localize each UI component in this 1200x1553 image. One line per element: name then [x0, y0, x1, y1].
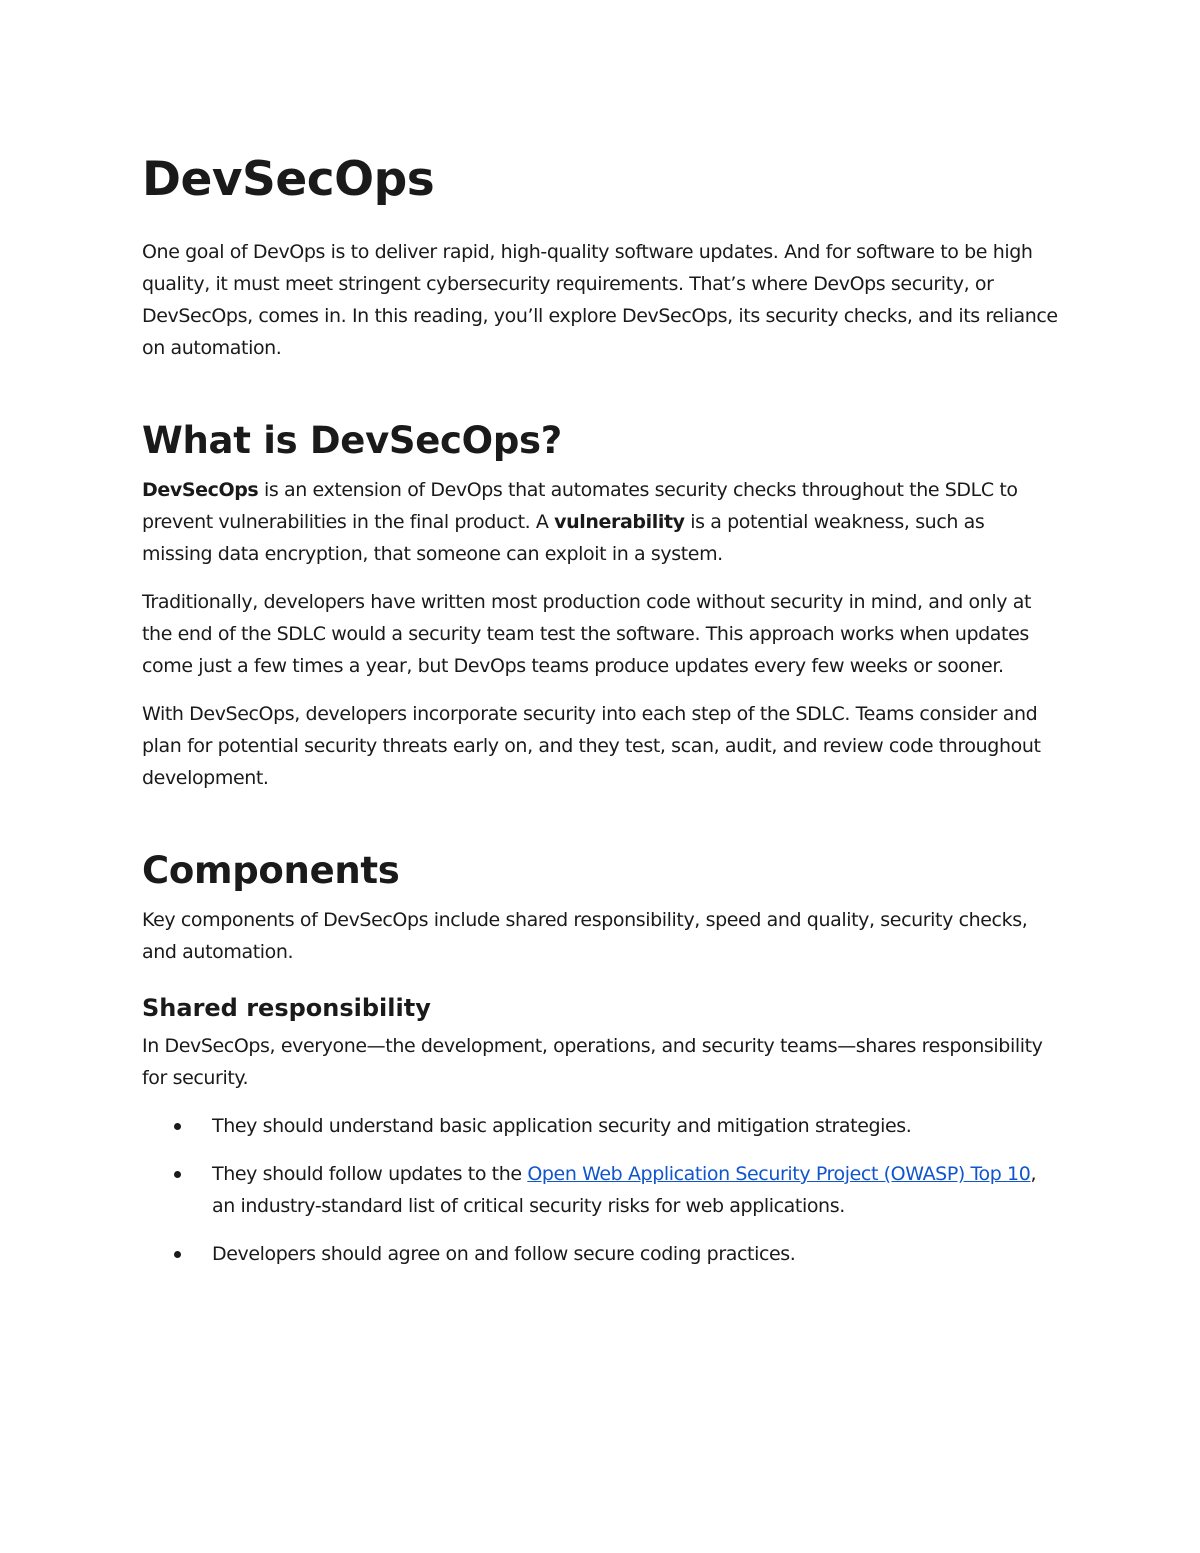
list-item	[142, 1110, 1060, 1142]
intro-paragraph: One goal of DevOps is to deliver rapid, high-quality software updates. And for software to be high quality, it must meet stringent cybersecurity requirements. That’s where DevOps security, or DevSecOps, comes in. In this reading, you’ll explore DevSecOps, its security checks, and its reliance on automation.	[142, 241, 1058, 359]
term-vulnerability: vulnerability	[554, 511, 685, 533]
bullet-icon	[174, 1123, 181, 1130]
definition-text-1: is an extension of DevOps that automates security checks throughout the SDLC to prevent vulnerabilities in the final product. A	[142, 479, 1018, 533]
owasp-top-10-link[interactable]: Open Web Application Security Project (OWASP) Top 10	[527, 1163, 1031, 1185]
bullet-icon	[174, 1251, 181, 1258]
list-item-text: They should understand basic application security and mitigation strategies.	[212, 1115, 912, 1137]
traditional-paragraph: Traditionally, developers have written most production code without security in mind, and only at the end of the SDLC would a security team test the software. This approach works when updates come just a few times a year, but DevOps teams produce updates every few weeks or sooner.	[142, 591, 1032, 677]
list-item-text-pre: They should follow updates to the	[212, 1163, 528, 1185]
heading-components: Components	[142, 849, 400, 892]
heading-shared-responsibility: Shared responsibility	[142, 994, 431, 1022]
shared-responsibility-paragraph: In DevSecOps, everyone—the development, operations, and security teams—shares responsibility for security.	[142, 1035, 1043, 1089]
bullet-icon	[174, 1171, 181, 1178]
page-title: DevSecOps	[142, 152, 435, 207]
heading-what-is-devsecops: What is DevSecOps?	[142, 419, 562, 462]
list-item-text: Developers should agree on and follow secure coding practices.	[212, 1243, 796, 1265]
devsecops-approach-paragraph: With DevSecOps, developers incorporate security into each step of the SDLC. Teams consider and plan for potential security threats early on, and they test, scan, audit, and review code throughout development.	[142, 703, 1041, 789]
definition-text-2: is a potential weakness, such as missing data encryption, that someone can exploit in a system.	[142, 511, 985, 565]
document-page	[142, 150, 1060, 1286]
definition-paragraph	[142, 474, 1060, 570]
shared-responsibility-list	[142, 1110, 1060, 1270]
components-paragraph: Key components of DevSecOps include shared responsibility, speed and quality, security checks, and automation.	[142, 909, 1028, 963]
list-item	[142, 1158, 1060, 1222]
term-devsecops: DevSecOps	[142, 479, 259, 501]
list-item	[142, 1238, 1060, 1270]
list-item-text-post: , an industry-standard list of critical security risks for web applications.	[212, 1163, 1037, 1217]
